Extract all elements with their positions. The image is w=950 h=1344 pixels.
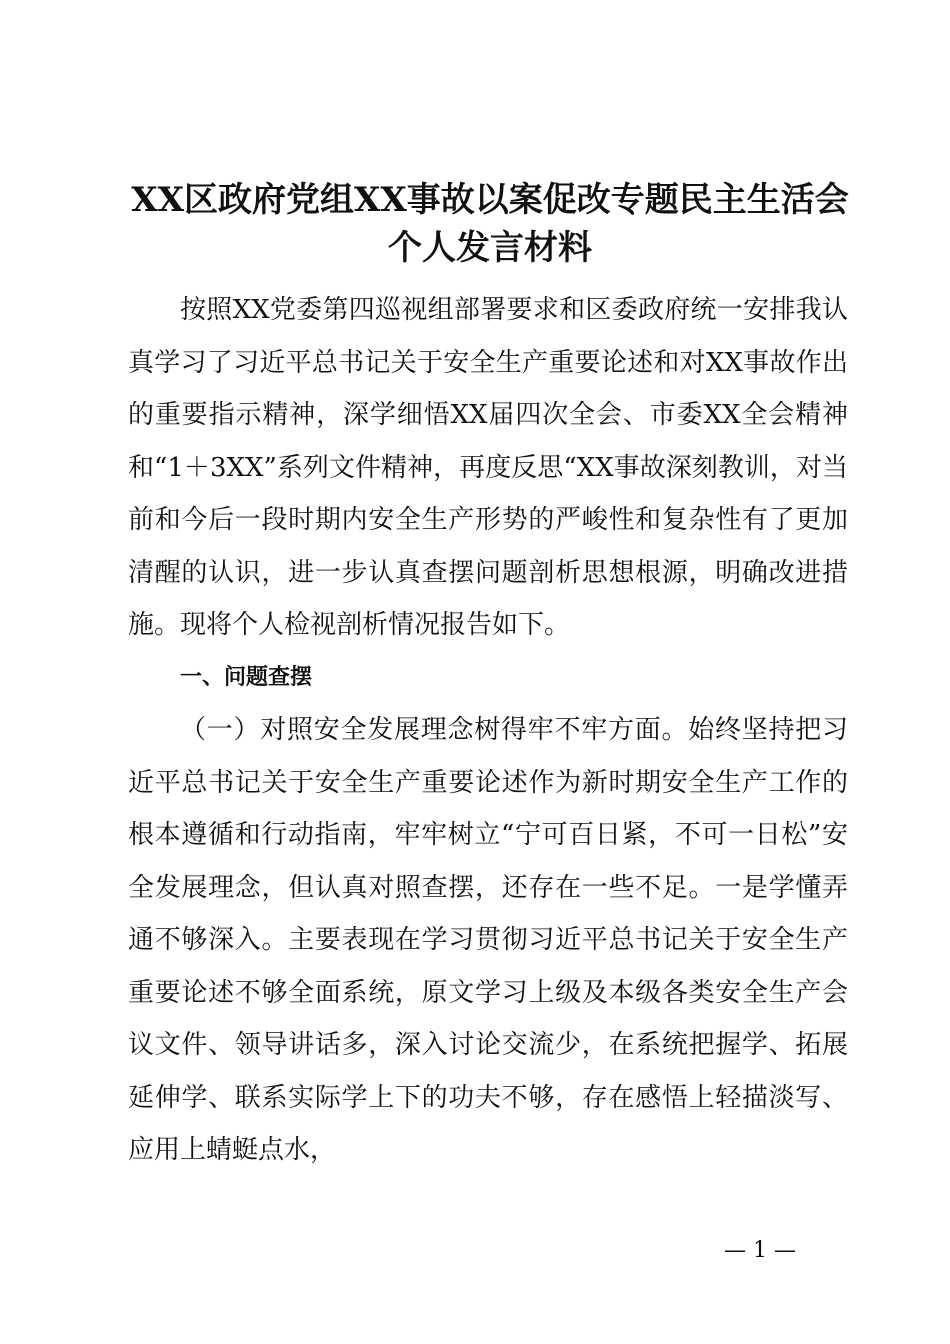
page-number: — 1 —	[724, 1238, 796, 1263]
title-line-1: XX区政府党组XX事故以案促改专题民主生活会	[131, 180, 849, 220]
document-body	[128, 284, 848, 1177]
body-paragraph: （一）对照安全发展理念树得牢不牢方面。始终坚持把习近平总书记关于安全生产重要论述作为新时期安全生产工作的根本遵循和行动指南，牢牢树立“宁可百日紧，不可一日松”安全发展理念，但认真对照查摆，还存在一些不足。一是学懂弄通不够深入。主要表现在学习贯彻习近平总书记关于安全生产重要论述不够全面系统，原文学习上级及本级各类安全生产会议文件、领导讲话多，深入讨论交流少，在系统把握学、拓展延伸学、联系实际学上下的功夫不够，存在感悟上轻描淡写、应用上蜻蜓点水，	[128, 715, 848, 1165]
intro-paragraph: 按照XX党委第四巡视组部署要求和区委政府统一安排我认真学习了习近平总书记关于安全生产重要论述和对XX事故作出的重要指示精神，深学细悟XX届四次全会、市委XX全会精神和“1＋3XX”系列文件精神，再度反思“XX事故深刻教训，对当前和今后一段时期内安全生产形势的严峻性和复杂性有了更加清醒的认识，进一步认真查摆问题剖析思想根源，明确改进措施。现将个人检视剖析情况报告如下。	[128, 295, 848, 640]
section-heading-problems: 一、问题查摆	[180, 664, 313, 690]
document-title	[110, 176, 870, 272]
title-line-2: 个人发言材料	[388, 228, 592, 268]
